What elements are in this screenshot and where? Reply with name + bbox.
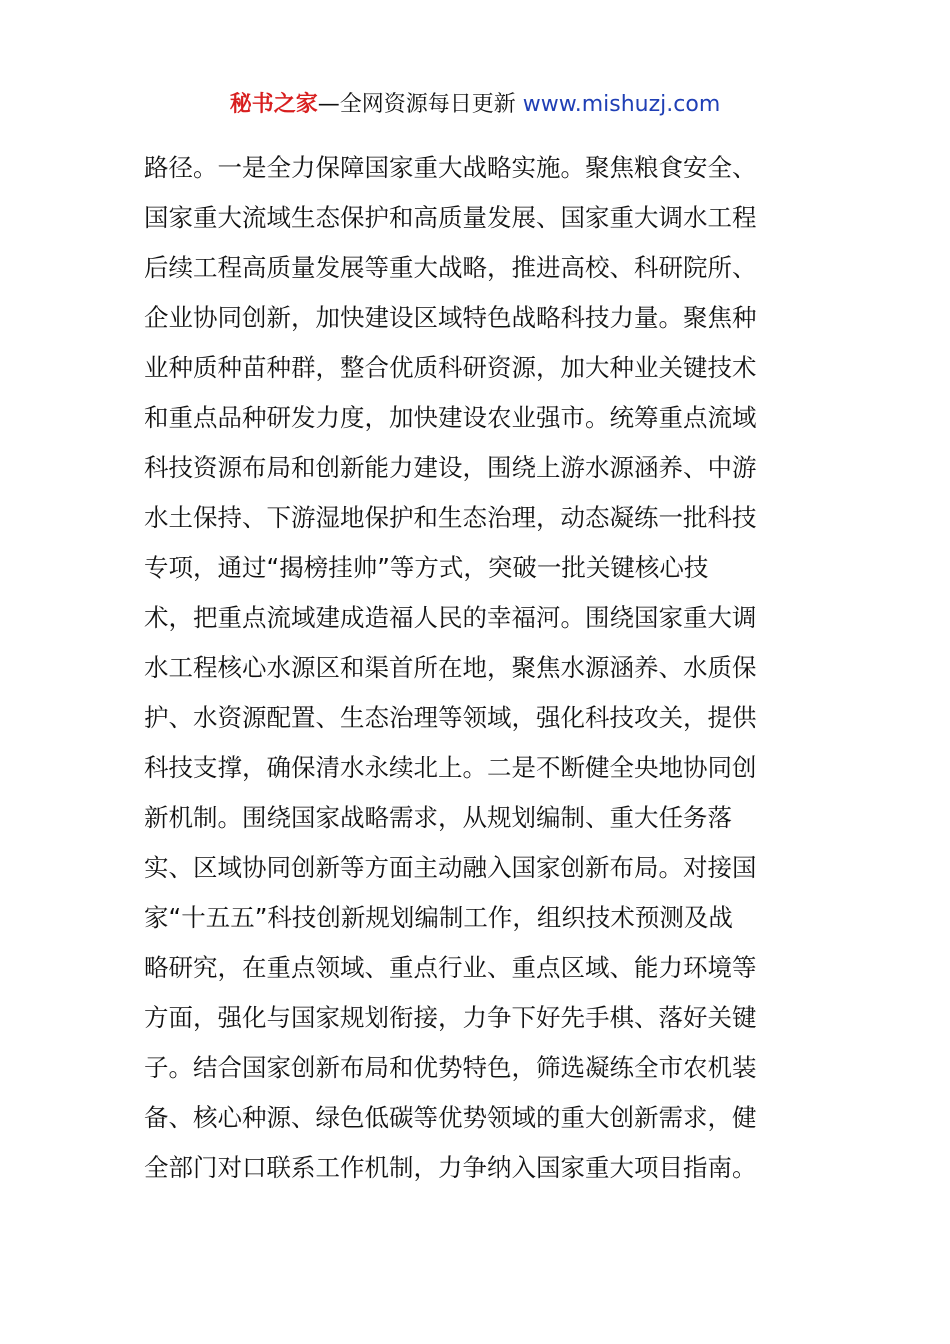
text-line: 术，把重点流域建成造福人民的幸福河。围绕国家重大调: [144, 603, 757, 632]
document-body: [144, 143, 814, 1193]
text-line: 企业协同创新，加快建设区域特色战略科技力量。聚焦种: [144, 303, 757, 332]
text-line: 护、水资源配置、生态治理等领域，强化科技攻关，提供: [144, 703, 757, 732]
text-line: 后续工程高质量发展等重大战略，推进高校、科研院所、: [144, 253, 757, 282]
text-line: 略研究，在重点领域、重点行业、重点区域、能力环境等: [144, 953, 757, 982]
page-header: [0, 88, 950, 122]
text-line: 国家重大流域生态保护和高质量发展、国家重大调水工程: [144, 203, 757, 232]
text-line: 科技支撑，确保清水永续北上。二是不断健全央地协同创: [144, 753, 757, 782]
text-line: 新机制。围绕国家战略需求，从规划编制、重大任务落: [144, 803, 732, 832]
text-line: 水工程核心水源区和渠首所在地，聚焦水源涵养、水质保: [144, 653, 757, 682]
text-line: 备、核心种源、绿色低碳等优势领域的重大创新需求，健: [144, 1103, 757, 1132]
text-line: 专项，通过“揭榜挂帅”等方式，突破一批关键核心技: [144, 553, 709, 582]
text-line: 子。结合国家创新布局和优势特色，筛选凝练全市农机装: [144, 1053, 757, 1082]
text-line: 科技资源布局和创新能力建设，围绕上游水源涵养、中游: [144, 453, 757, 482]
site-url[interactable]: www.mishuzj.com: [522, 92, 721, 117]
text-line: 路径。一是全力保障国家重大战略实施。聚焦粮食安全、: [144, 153, 757, 182]
text-line: 实、区域协同创新等方面主动融入国家创新布局。对接国: [144, 853, 757, 882]
text-line: 水土保持、下游湿地保护和生态治理，动态凝练一批科技: [144, 503, 757, 532]
text-line: 业种质种苗种群，整合优质科研资源，加大种业关键技术: [144, 353, 757, 382]
text-line: 和重点品种研发力度，加快建设农业强市。统筹重点流域: [144, 403, 757, 432]
brand-name: 秘书之家: [229, 92, 318, 117]
text-line: 方面，强化与国家规划衔接，力争下好先手棋、落好关键: [144, 1003, 757, 1032]
text-line: 家“十五五”科技创新规划编制工作，组织技术预测及战: [144, 903, 733, 932]
text-line: 全部门对口联系工作机制，力争纳入国家重大项目指南。: [144, 1153, 757, 1182]
header-tagline: —全网资源每日更新: [317, 92, 523, 117]
